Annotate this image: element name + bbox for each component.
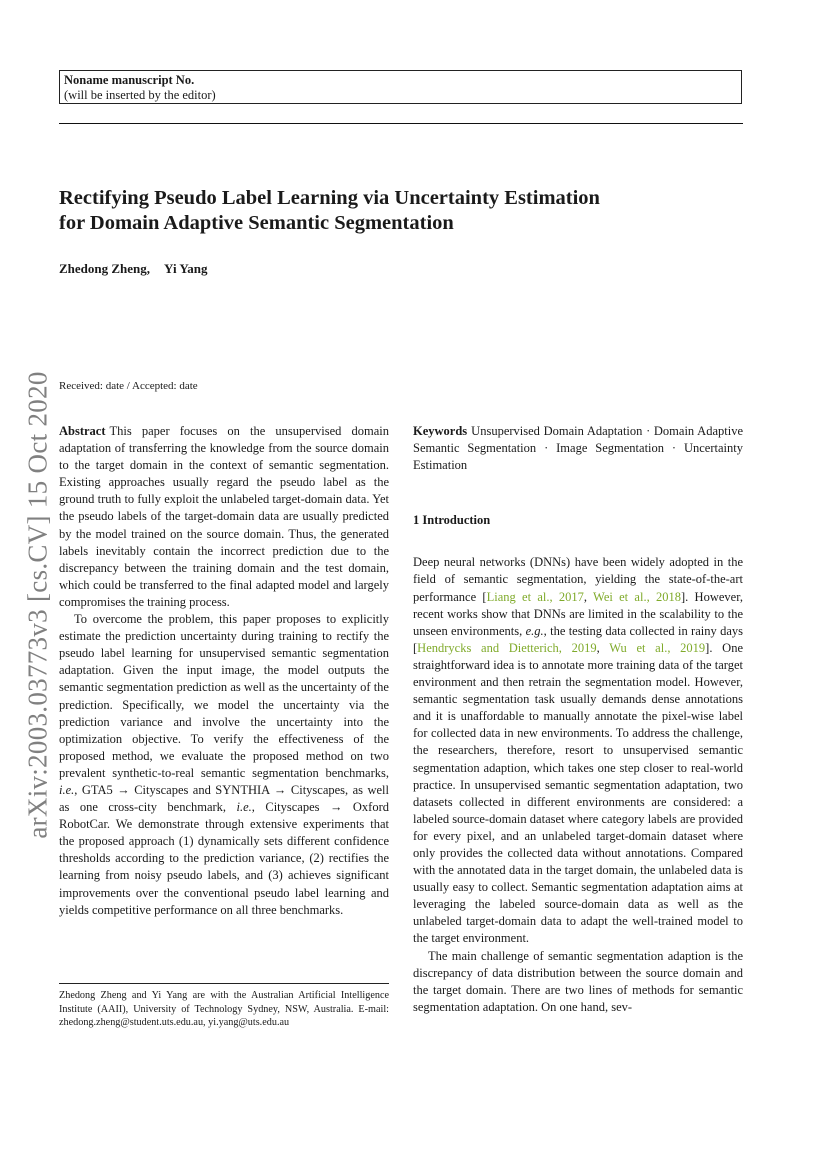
affiliation-footnote: Zhedong Zheng and Yi Yang are with the Australian Artificial Intelligence Institute (AAII), University of Technology Sydney, NSW, Australia. E-mail: zhedong.zheng@student.uts.edu.au, yi.yang@uts.edu.au [59, 983, 389, 1030]
abstract-text-2a: To overcome the problem, this paper proposes to explicitly estimate the prediction uncertainty during training to rectify the pseudo label learning for unsupervised semantic segmentation adaptation. Given the input image, the model outputs the semantic segmentation prediction as well as the uncertainty of the prediction. Specifically, we model the uncertainty via the prediction variance and involve the uncertainty into the optimization objective. To verify the effectiveness of the proposed method, we evaluate the proposed method on two prevalent synthetic-to-real semantic segmentation benchmarks, [59, 612, 389, 780]
manuscript-label: Noname manuscript No. [64, 73, 195, 87]
intro-text-1c: , the testing data collected in rainy days [ [413, 623, 743, 655]
author-2: Yi Yang [164, 261, 208, 276]
arxiv-stamp: arXiv:2003.03773v3 [cs.CV] 15 Oct 2020 [22, 371, 53, 839]
abstract-text-2b: , GTA5 → Cityscapes and SYNTHIA → Cityscapes, as well as one cross-city benchmark, [59, 782, 389, 815]
citation-separator: , [583, 589, 594, 604]
abstract-column [59, 423, 389, 919]
received-date: Received: date / Accepted: date [59, 380, 198, 392]
intro-text-1a: Deep neural networks (DNNs) have been widely adopted in the field of semantic segmentation, yielding the state-of-the-art performance [ [413, 555, 743, 604]
abstract-paragraph-2 [59, 611, 389, 919]
editor-note: (will be inserted by the editor) [64, 88, 216, 102]
abstract-label: Abstract [59, 424, 106, 438]
citation-link[interactable]: Hendrycks and Dietterich, 2019 [417, 640, 597, 655]
citation-separator: , [596, 640, 610, 655]
intro-paragraph-1 [413, 554, 743, 947]
paper-title [59, 186, 699, 236]
abstract-paragraph-1 [59, 423, 389, 611]
citation-link[interactable]: Liang et al., 2017 [486, 589, 584, 604]
title-line-1: Rectifying Pseudo Label Learning via Uncertainty Estimation [59, 187, 600, 209]
section-heading-introduction: 1 Introduction [413, 513, 491, 528]
intro-text-1b: ]. However, recent works show that DNNs are limited in the scalability to the unseen environments, [413, 589, 743, 638]
intro-text-1d: ]. One straightforward idea is to annotate more training data of the target environment and then retrain the segmentation model. However, semantic segmentation task usually demands dense annotations and it is unaffordable to manually annotate the pixel-wise label for collected data in new environments. To address the challenge, the researchers, therefore, resort to unsupervised semantic segmentation adaption, which takes one step closer to real-world practice. In unsupervised semantic segmentation adaptation, two datasets collected in different environments are considered: a labeled source-domain dataset where category labels are provided for every pixel, and an unlabeled target-domain dataset where only provides the collected data without annotations. Compared with the annotated data in the target domain, the unlabeled data is usually easy to collect. Semantic segmentation adaptation aims at leveraging the labeled source-domain data as well as the unlabeled target-domain data to adapt the well-trained model to the target environment. [413, 640, 743, 946]
citation-link[interactable]: Wei et al., 2018 [593, 589, 681, 604]
abstract-text-2c: , Cityscapes → Oxford RobotCar. We demonstrate through extensive experiments that the proposed approach (1) dynamically sets different confidence thresholds according to the prediction variance, (2) rectifies the learning from noisy pseudo labels, and (3) achieves significant improvements over the conventional pseudo label learning and yields competitive performance on all three benchmarks. [59, 800, 389, 917]
header-rule [59, 123, 743, 124]
keywords-label: Keywords [413, 424, 468, 438]
citation-link[interactable]: Wu et al., 2019 [609, 640, 706, 655]
abstract-ie-2: i.e. [236, 800, 252, 815]
title-line-2: for Domain Adaptive Semantic Segmentation [59, 212, 454, 234]
abstract-ie-1: i.e. [59, 782, 75, 797]
abstract-text-1: This paper focuses on the unsupervised domain adaptation of transferring the knowledge from the source domain to the target domain in the context of semantic segmentation. Existing approaches usually regard the pseudo label as the ground truth to fully exploit the unlabeled target-domain data. Yet the pseudo labels of the target-domain data are usually predicted by the model trained on the source domain. Thus, the generated labels inevitably contain the incorrect prediction due to the discrepancy between the training domain and the test domain, which could be transferred to the final adapted model and largely compromises the training process. [59, 424, 389, 609]
editor-note-box [59, 70, 742, 104]
keywords-text: Unsupervised Domain Adaptation · Domain Adaptive Semantic Segmentation · Image Segmentation · Uncertainty Estimation [413, 424, 743, 473]
author-1: Zhedong Zheng, [59, 261, 151, 276]
keywords-paragraph [413, 423, 743, 474]
intro-paragraph-2: The main challenge of semantic segmentation adaption is the discrepancy of data distribution between the source domain and the target domain. There are two lines of methods for semantic segmentation adaptation. On one hand, sev- [413, 948, 743, 1014]
intro-eg: e.g. [525, 623, 544, 638]
author-list [59, 261, 208, 277]
right-column [413, 423, 743, 1016]
